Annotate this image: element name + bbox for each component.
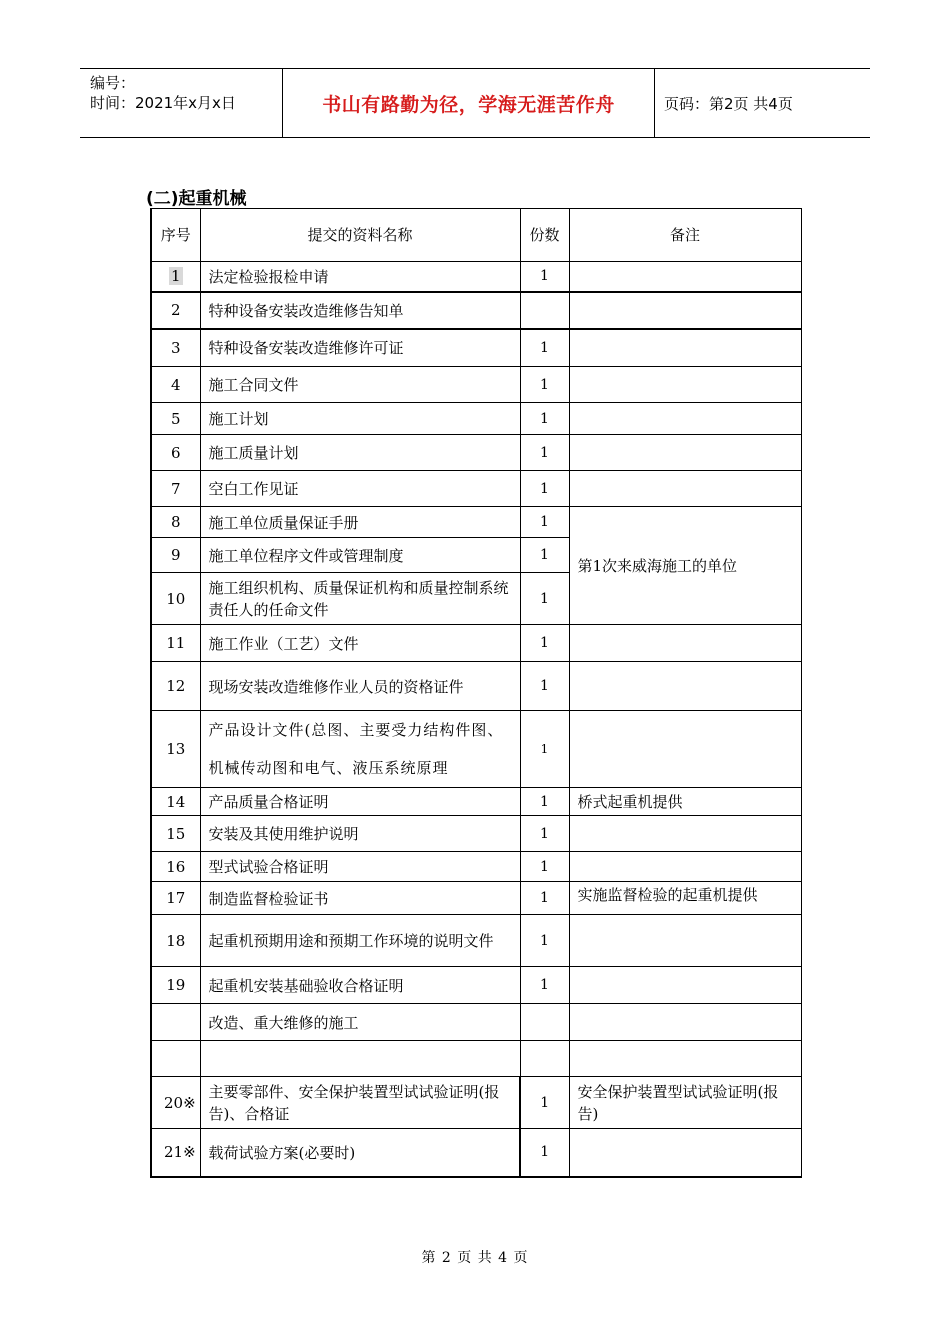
table-row <box>151 1077 801 1129</box>
cell-name: 施工计划 <box>200 403 520 435</box>
cell-remark <box>569 662 801 711</box>
cell-name: 产品质量合格证明 <box>200 788 520 816</box>
table-row <box>151 662 801 711</box>
cell-name: 特种设备安装改造维修许可证 <box>200 329 520 367</box>
cell-count: 1 <box>520 1077 569 1129</box>
cell-name: 现场安装改造维修作业人员的资格证件 <box>200 662 520 711</box>
table-row <box>151 435 801 471</box>
table-row <box>151 367 801 403</box>
cell-count <box>520 292 569 329</box>
cell-count: 1 <box>520 788 569 816</box>
cell-remark <box>569 915 801 967</box>
cell-remark: 实施监督检验的起重机提供 <box>569 882 801 915</box>
cell-count: 1 <box>520 435 569 471</box>
cell-count: 1 <box>520 573 569 625</box>
cell-no: 18 <box>151 915 200 967</box>
cell-no: 13 <box>151 711 200 788</box>
cell-name: 产品设计文件(总图、主要受力结构件图、机械传动图和电气、液压系统原理 <box>200 711 520 788</box>
table-row <box>151 292 801 329</box>
cell-name: 施工作业（工艺）文件 <box>200 625 520 662</box>
cell-count: 1 <box>520 915 569 967</box>
table-row <box>151 816 801 852</box>
header-divider <box>654 69 655 137</box>
cell-remark-merged: 第1次来威海施工的单位 <box>569 507 801 625</box>
cell-no: 4 <box>151 367 200 403</box>
cell-count: 1 <box>520 471 569 507</box>
cell-remark <box>569 435 801 471</box>
table-row <box>151 711 801 788</box>
table-row <box>151 1129 801 1177</box>
table-row <box>151 967 801 1004</box>
table-row <box>151 1041 801 1077</box>
cell-count <box>520 1004 569 1041</box>
cell-remark <box>569 711 801 788</box>
cell-remark: 安全保护装置型试试验证明(报告) <box>569 1077 801 1129</box>
cell-remark <box>569 329 801 367</box>
cell-count: 1 <box>520 507 569 538</box>
cell-no: 16 <box>151 852 200 882</box>
cell-name: 改造、重大维修的施工 <box>200 1004 520 1041</box>
cell-count: 1 <box>520 852 569 882</box>
table-row <box>151 507 801 538</box>
header-cell-remark: 备注 <box>569 209 801 262</box>
page-header <box>80 68 870 138</box>
table-row <box>151 915 801 967</box>
cell-name: 施工合同文件 <box>200 367 520 403</box>
cell-name: 安装及其使用维护说明 <box>200 816 520 852</box>
table-row <box>151 882 801 915</box>
header-cell-count: 份数 <box>520 209 569 262</box>
section-title: (二)起重机械 <box>146 189 247 209</box>
table-row <box>151 471 801 507</box>
table-header-row <box>151 209 801 262</box>
cell-no: 14 <box>151 788 200 816</box>
cell-name: 施工单位程序文件或管理制度 <box>200 538 520 573</box>
header-cell-no: 序号 <box>151 209 200 262</box>
cell-name: 主要零部件、安全保护装置型试试验证明(报告)、合格证 <box>200 1077 520 1129</box>
cell-no: 7 <box>151 471 200 507</box>
cell-remark <box>569 852 801 882</box>
cell-count: 1 <box>520 1129 569 1177</box>
cell-count <box>520 1041 569 1077</box>
cell-name: 空白工作见证 <box>200 471 520 507</box>
cell-remark <box>569 1041 801 1077</box>
cell-name: 载荷试验方案(必要时) <box>200 1129 520 1177</box>
cell-name: 制造监督检验证书 <box>200 882 520 915</box>
cell-name: 特种设备安装改造维修告知单 <box>200 292 520 329</box>
cell-no <box>151 1041 200 1077</box>
header-cell-name: 提交的资料名称 <box>200 209 520 262</box>
document-time-label: 时间：2021年x月x日 <box>90 94 236 112</box>
table-row <box>151 625 801 662</box>
cell-name: 起重机预期用途和预期工作环境的说明文件 <box>200 915 520 967</box>
cell-count: 1 <box>520 329 569 367</box>
cell-count: 1 <box>520 967 569 1004</box>
cell-name: 施工质量计划 <box>200 435 520 471</box>
cell-no: 3 <box>151 329 200 367</box>
header-page-info: 页码：第2页 共4页 <box>664 94 793 113</box>
cell-remark <box>569 292 801 329</box>
cell-no: 8 <box>151 507 200 538</box>
cell-remark: 桥式起重机提供 <box>569 788 801 816</box>
cell-no <box>151 1004 200 1041</box>
header-motto: 书山有路勤为径，学海无涯苦作舟 <box>322 93 615 116</box>
cell-name: 起重机安装基础验收合格证明 <box>200 967 520 1004</box>
cell-count: 1 <box>520 816 569 852</box>
table-row <box>151 329 801 367</box>
cell-no: 9 <box>151 538 200 573</box>
table-row <box>151 788 801 816</box>
cell-remark <box>569 816 801 852</box>
cell-name <box>200 1041 520 1077</box>
cell-no: 19 <box>151 967 200 1004</box>
cell-count: 1 <box>520 262 569 292</box>
cell-no: 6 <box>151 435 200 471</box>
table-row <box>151 403 801 435</box>
cell-no: 11 <box>151 625 200 662</box>
cell-count: 1 <box>520 403 569 435</box>
cell-remark <box>569 625 801 662</box>
page-footer: 第 2 页 共 4 页 <box>421 1250 529 1266</box>
cell-remark <box>569 403 801 435</box>
cell-remark <box>569 471 801 507</box>
cell-count: 1 <box>520 882 569 915</box>
cell-remark <box>569 1129 801 1177</box>
table-row <box>151 262 801 292</box>
cell-no: 10 <box>151 573 200 625</box>
cell-remark <box>569 367 801 403</box>
cell-name: 施工单位质量保证手册 <box>200 507 520 538</box>
table-row <box>151 1004 801 1041</box>
cell-no: 20※ <box>151 1077 200 1129</box>
cell-no: 1 <box>151 262 200 292</box>
cell-remark <box>569 262 801 292</box>
cell-no: 12 <box>151 662 200 711</box>
table-row <box>151 852 801 882</box>
cell-count: 1 <box>520 367 569 403</box>
cell-count: 1 <box>520 538 569 573</box>
document-number-label: 编号： <box>90 74 136 92</box>
cell-remark <box>569 1004 801 1041</box>
cell-no: 21※ <box>151 1129 200 1177</box>
cell-count: 1 <box>520 662 569 711</box>
cell-no: 5 <box>151 403 200 435</box>
header-meta <box>90 73 280 113</box>
cell-remark <box>569 967 801 1004</box>
cell-name: 施工组织机构、质量保证机构和质量控制系统责任人的任命文件 <box>200 573 520 625</box>
cell-name: 型式试验合格证明 <box>200 852 520 882</box>
cell-no: 17 <box>151 882 200 915</box>
cell-no: 15 <box>151 816 200 852</box>
cell-no: 2 <box>151 292 200 329</box>
cell-count: 1 <box>520 625 569 662</box>
cell-count: 1 <box>520 711 569 788</box>
document-list-table <box>150 208 802 1178</box>
cell-name: 法定检验报检申请 <box>200 262 520 292</box>
